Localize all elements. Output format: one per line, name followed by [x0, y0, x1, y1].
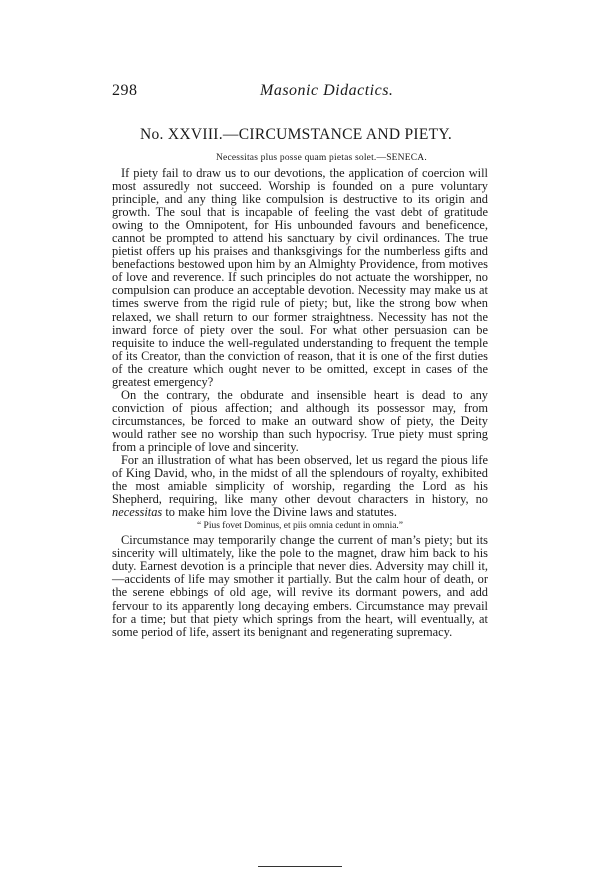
- running-title: Masonic Didactics.: [260, 82, 394, 99]
- paragraph-2: On the contrary, the obdurate and insensible heart is dead to any conviction of pious affection; and although its possessor may, from circumstances, be forced to make an outward show of piety, the Deity would rather see no worship than such hypocrisy. True piety must spring from a principle of love and sincerity.: [112, 387, 488, 454]
- epigraph: Necessitas plus posse quam pietas solet.—SENECA.: [216, 153, 427, 163]
- closing-rule: [258, 866, 342, 867]
- page-number: 298: [112, 82, 138, 99]
- latin-quote: “ Pius fovet Dominus, et piis omnia cedunt in omnia.”: [196, 521, 404, 532]
- paragraph-3-text-start: For an illustration of what has been observed, let us regard the pious life of King David, who, in the midst of all the splendours of royalty, exhibited the most amiable simplicity of worship, regarding the Lord as his Shepherd, requiring, like many other devout characters in history, no: [112, 453, 488, 507]
- paragraph-1: If piety fail to draw us to our devotions, the application of coercion will most assuredly not succeed. Worship is founded on a pure voluntary principle, and any thing like compulsion is destructive to its origin and growth. The soul that is incapable of feeling the vast debt of gratitude owing to the Omnipotent, for His unbounded favours and beneficence, cannot be prompted to attend his sanctuary by civil ordinances. The true pietist offers up his praises and thanksgivings for the numberless gifts and benefactions bestowed upon him by an Almighty Providence, from motives of love and reverence. If such principles do not actuate the worshipper, no compulsion can produce an acceptable devotion. Necessity may make us at times swerve from the rigid rule of piety; but, like the strong bow when relaxed, we shall return to our former straightness. Necessity has not the inward force of piety over the soul. For what other persuasion can be requisite to induce the well-regulated understanding to frequent the temple of its Creator, than the conviction of reason, that it is one of the first duties of the creature which ought never to be omitted, except in cases of the greatest emergency?: [112, 166, 488, 389]
- paragraph-4: Circumstance may temporarily change the current of man’s piety; but its sincerity will ultimately, like the pole to the magnet, draw him back to his duty. Earnest devotion is a principle that never dies. Adversity may chill it,—accidents of life may smother it partially. But the calm hour of death, or the serene ebbings of old age, will revive its dormant powers, and add fervour to its apparently long decaying embers. Circumstance may prevail for a time; but that piety which springs from the heart, will eventually, at some period of life, assert its benignant and regenerating supremacy.: [112, 533, 488, 639]
- running-head: [112, 82, 492, 104]
- paragraph-3-text-end: to make him love the Divine laws and statutes.: [162, 505, 397, 520]
- paragraph-3: [112, 454, 488, 519]
- paragraph-3-italic-term: necessitas: [112, 505, 163, 520]
- body-text: [112, 167, 488, 639]
- chapter-heading: No. XXVIII.—CIRCUMSTANCE AND PIETY.: [140, 126, 453, 143]
